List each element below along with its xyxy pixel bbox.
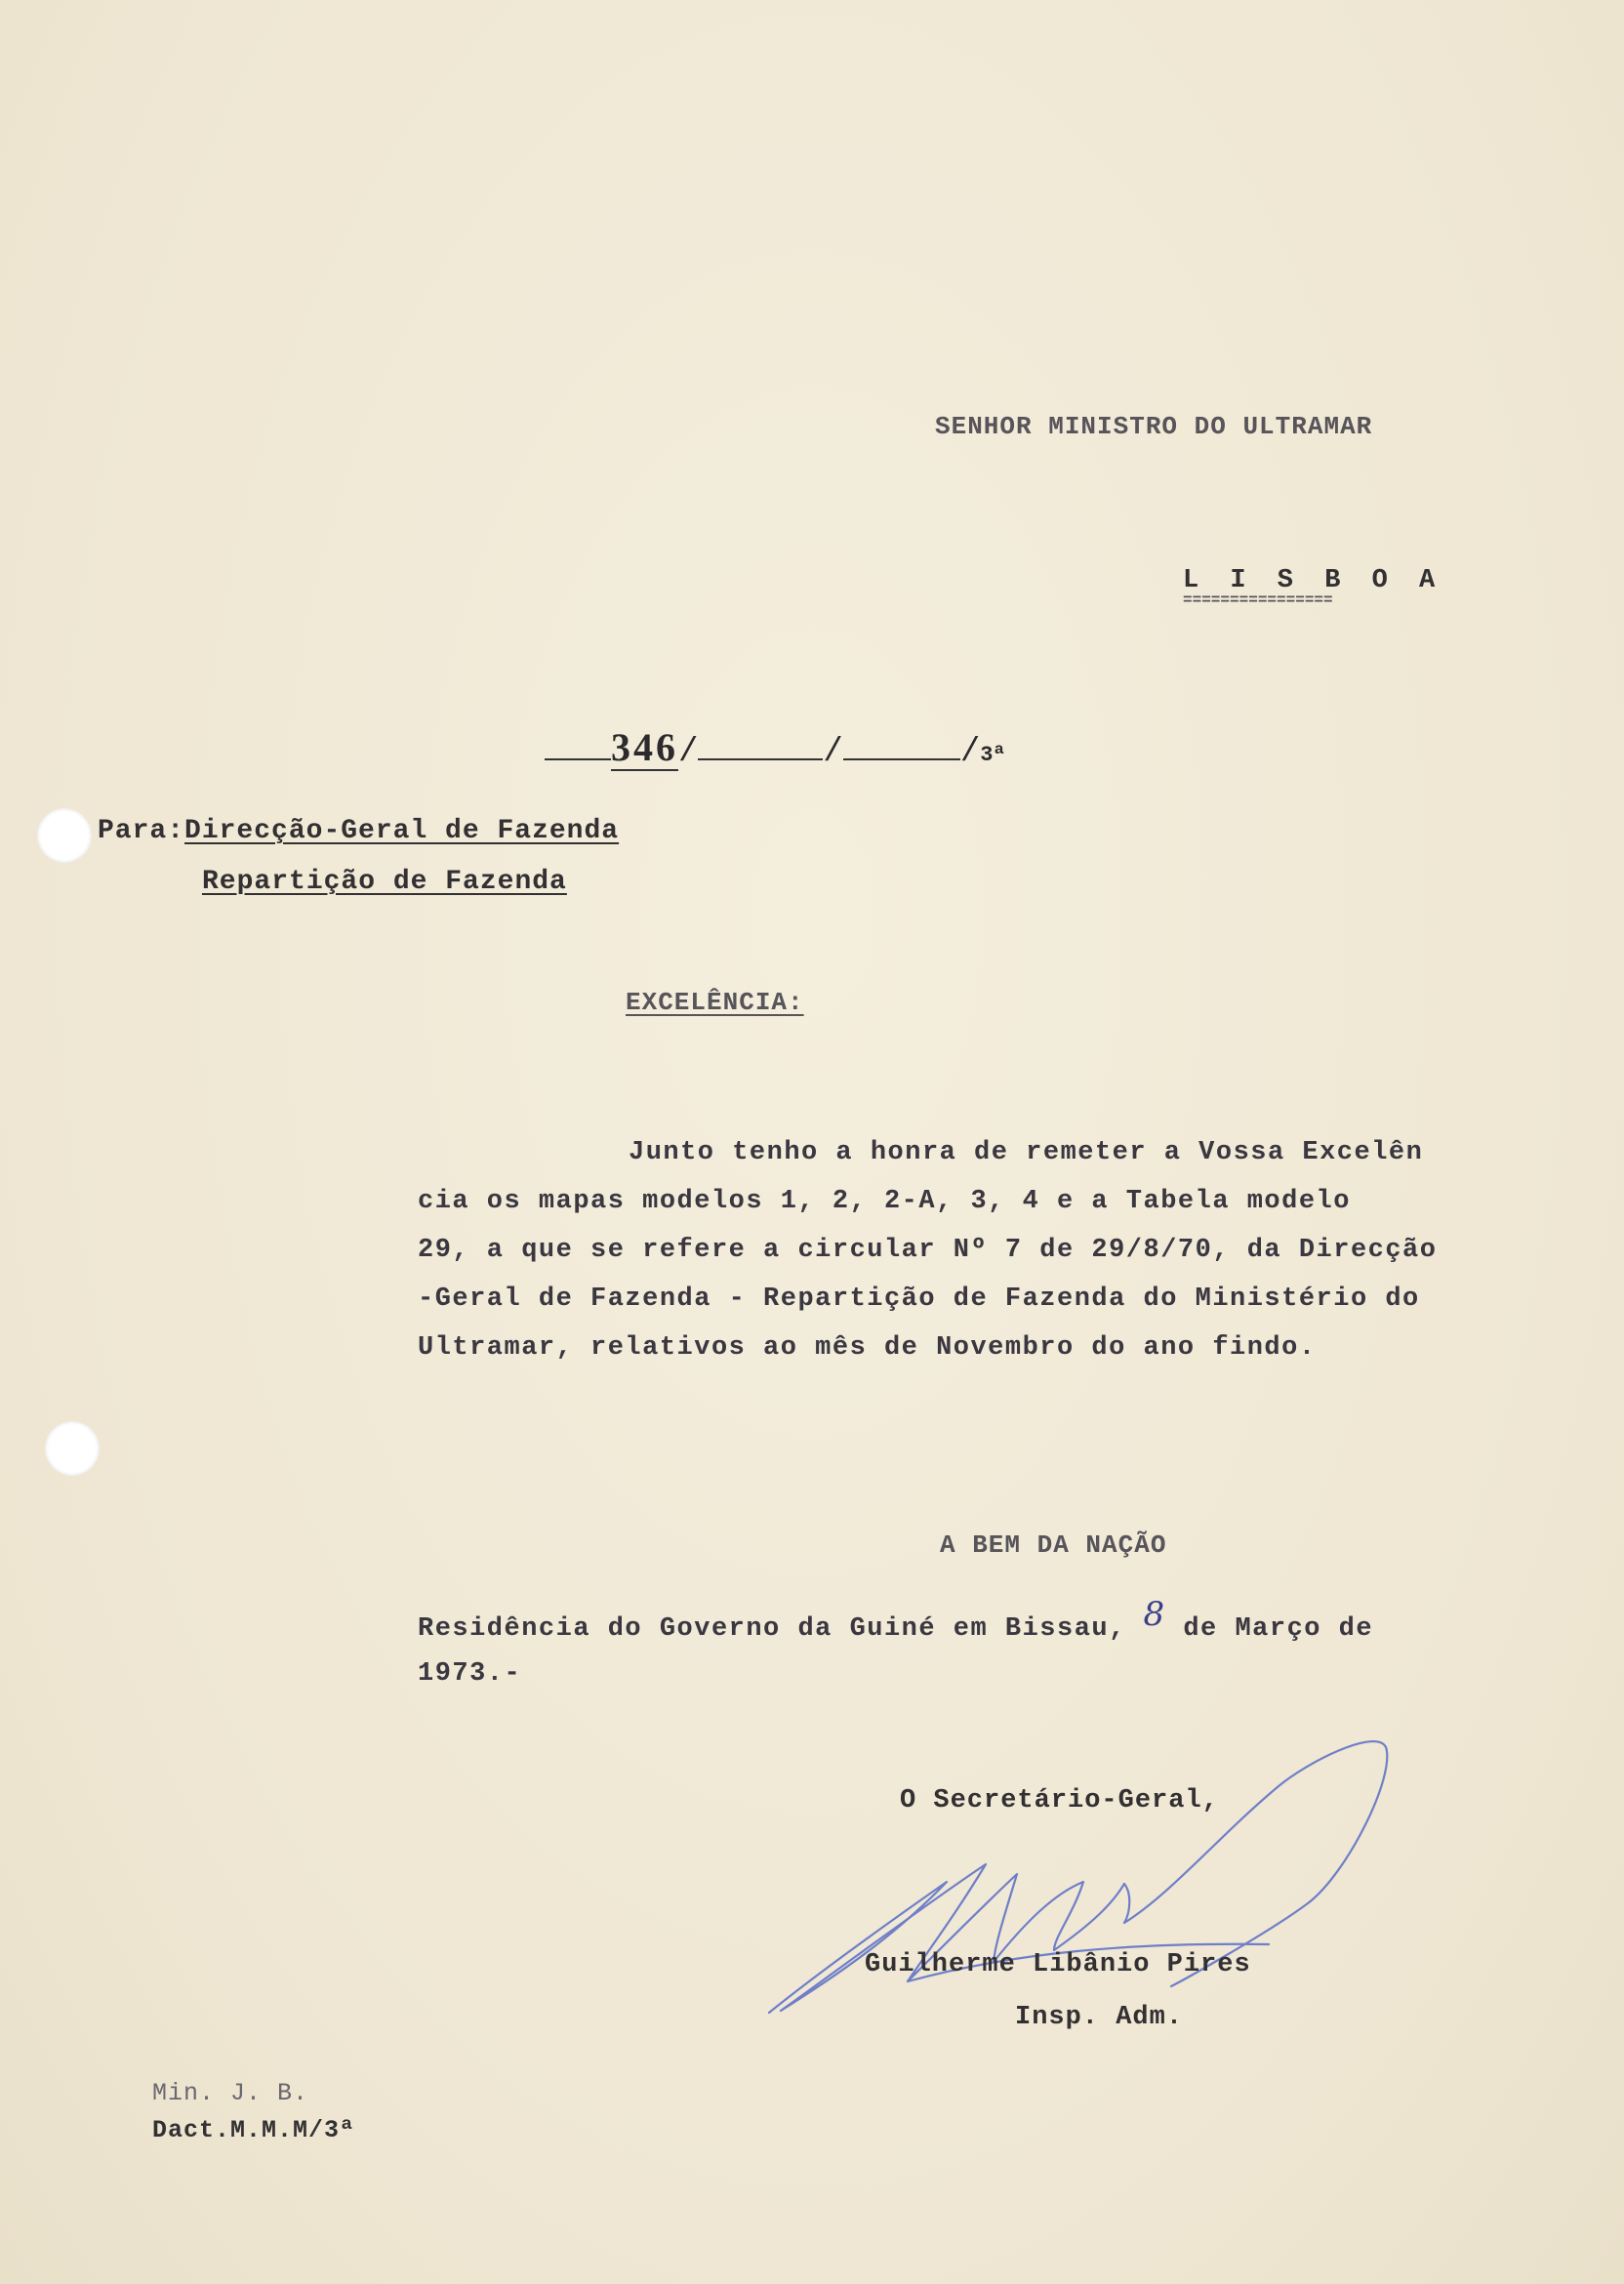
body-line-1: Junto tenho a honra de remeter a Vossa Excelên	[629, 1138, 1424, 1167]
signatory-role: O Secretário-Geral,	[900, 1786, 1219, 1815]
addressee-line1: Direcção-Geral de Fazenda	[184, 816, 620, 846]
footer-initials: Min. J. B.	[152, 2079, 309, 2107]
place-date-month: de Março de	[1183, 1614, 1374, 1644]
punch-hole-top	[37, 808, 92, 863]
reference-suffix: 3ª	[980, 743, 1006, 767]
body-line-4: -Geral de Fazenda - Repartição de Fazenda do Ministério do	[418, 1285, 1420, 1314]
addressee-label: Para:	[98, 816, 185, 846]
addressee-line2: Repartição de Fazenda	[202, 867, 567, 897]
place-date-text: Residência do Governo da Guiné em Bissau,	[418, 1614, 1126, 1644]
salutation: EXCELÊNCIA:	[626, 988, 804, 1017]
handwritten-day: 8	[1143, 1595, 1166, 1634]
body-line-3: 29, a que se refere a circular Nº 7 de 29/8/70, da Direcção	[418, 1236, 1438, 1265]
recipient-title: SENHOR MINISTRO DO ULTRAMAR	[935, 412, 1373, 441]
reference-blank-1	[698, 758, 823, 760]
reference-number: 346	[611, 725, 678, 769]
reference-blank-2	[843, 758, 960, 760]
place-date-line-2: 1973.-	[418, 1659, 522, 1689]
signatory-title: Insp. Adm.	[1015, 2003, 1184, 2032]
recipient-city: L I S B O A	[1183, 566, 1443, 595]
punch-hole-bottom	[45, 1421, 100, 1476]
reference-line: 346/ / /3ª	[545, 724, 1006, 771]
addressee-block	[98, 816, 619, 846]
body-line-5: Ultramar, relativos ao mês de Novembro do ano findo.	[418, 1333, 1317, 1363]
body-line-2: cia os mapas modelos 1, 2, 2-A, 3, 4 e a Tabela modelo	[418, 1187, 1351, 1216]
signatory-name: Guilherme Libânio Pires	[865, 1950, 1251, 1979]
closing-formula: A BEM DA NAÇÃO	[940, 1530, 1167, 1560]
handwritten-signature	[761, 1718, 1396, 2030]
reference-blank-lead	[545, 758, 611, 760]
place-date-line-1	[418, 1595, 1374, 1644]
recipient-city-underline: ================	[1183, 591, 1333, 609]
footer-typist: Dact.M.M.M/3ª	[152, 2116, 356, 2144]
